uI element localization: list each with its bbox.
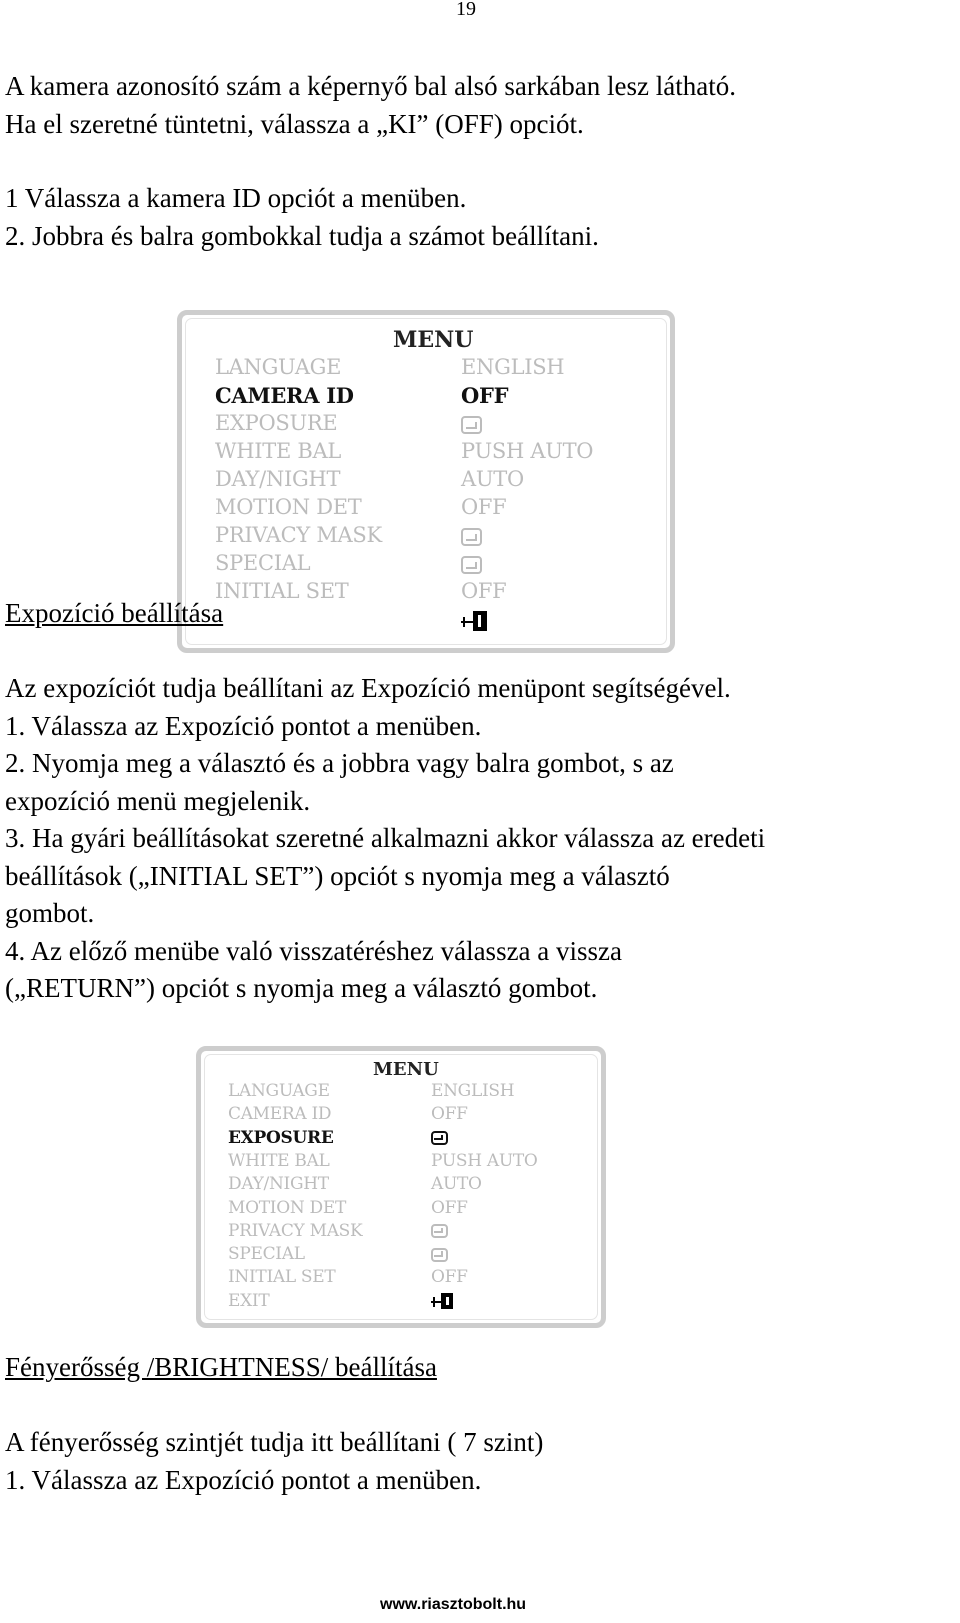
menu-item-value: AUTO [431, 1174, 482, 1195]
menu-row [182, 495, 670, 523]
menu-row [182, 467, 670, 495]
exposure-line: beállítások („INITIAL SET”) opciót s nyomja meg a választó [5, 860, 670, 891]
menu-item-value: OFF [461, 383, 509, 408]
menu-item-label: INITIAL SET [228, 1267, 336, 1288]
menu-item-value: PUSH AUTO [431, 1150, 538, 1171]
menu-row [182, 551, 670, 579]
menu-item-value [461, 411, 482, 435]
menu-title: MENU [373, 1059, 439, 1080]
menu-item-value: OFF [461, 579, 507, 603]
menu-row [201, 1221, 601, 1244]
menu-row [201, 1198, 601, 1221]
menu-row [182, 607, 670, 635]
menu-item-label: MOTION DET [228, 1197, 346, 1218]
menu-item-label: CAMERA ID [228, 1104, 332, 1125]
step-line: 2. Jobbra és balra gombokkal tudja a számot beállítani. [5, 220, 599, 251]
menu-item-label: WHITE BAL [228, 1150, 330, 1171]
menu-item-label: EXPOSURE [215, 411, 338, 435]
brightness-line: A fényerősség szintjét tudja itt beállítani ( 7 szint) [5, 1427, 544, 1457]
exposure-line: 1. Válassza az Expozíció pontot a menüben. [5, 710, 482, 741]
menu-item-label: INITIAL SET [215, 579, 349, 603]
exposure-paragraph [5, 670, 765, 1008]
menu-item-value [461, 523, 482, 547]
menu-row [201, 1081, 601, 1104]
menu-row [182, 439, 670, 467]
enter-icon [431, 1131, 448, 1145]
exposure-menu-screenshot [196, 1046, 606, 1328]
enter-icon [431, 1224, 448, 1238]
menu-row [201, 1244, 601, 1267]
menu-item-label: DAY/NIGHT [228, 1174, 329, 1195]
exit-icon [431, 1293, 453, 1309]
menu-item-label: SPECIAL [228, 1244, 305, 1265]
menu-item-label: DAY/NIGHT [215, 467, 341, 491]
exposure-line: 4. Az előző menübe való visszatéréshez válassza a vissza [5, 935, 623, 966]
menu-row [201, 1174, 601, 1197]
menu-item-value: AUTO [461, 467, 524, 491]
brightness-line: 1. Válassza az Expozíció pontot a menüben. [5, 1464, 482, 1495]
step-line: 1 Válassza a kamera ID opciót a menüben. [5, 183, 467, 213]
menu-item-label: LANGUAGE [215, 355, 342, 379]
camera-id-menu-screenshot [177, 310, 675, 653]
brightness-heading: Fényerősség /BRIGHTNESS/ beállítása [5, 1352, 437, 1382]
menu-item-value: PUSH AUTO [461, 439, 594, 463]
menu-item-value [461, 551, 482, 575]
menu-row [201, 1104, 601, 1127]
menu-item-value [431, 1128, 448, 1148]
menu-row [182, 355, 670, 383]
menu-row [182, 579, 670, 607]
menu-item-label: WHITE BAL [215, 439, 342, 463]
menu-item-label: EXPOSURE [228, 1127, 334, 1148]
menu-row [182, 523, 670, 551]
menu-item-label: EXIT [228, 1290, 270, 1311]
camera-id-steps [5, 180, 599, 255]
menu-row [182, 383, 670, 411]
menu-item-value [431, 1221, 448, 1241]
exposure-line: 3. Ha gyári beállításokat szeretné alkalmazni akkor válassza az eredeti [5, 823, 766, 853]
exposure-line: Az expozíciót tudja beállítani az Expozíció menüpont segítségével. [5, 673, 731, 703]
enter-icon [461, 528, 482, 546]
intro-paragraph [5, 68, 736, 143]
menu-item-label: CAMERA ID [215, 383, 354, 408]
menu-row [201, 1151, 601, 1174]
menu-title: MENU [393, 327, 474, 353]
enter-icon [431, 1248, 448, 1262]
enter-icon [461, 556, 482, 574]
menu-item-value: OFF [461, 495, 507, 519]
exposure-line: expozíció menü megjelenik. [5, 785, 311, 816]
enter-icon [461, 416, 482, 434]
footer-url: www.riasztobolt.hu [380, 1596, 527, 1613]
menu-row [182, 411, 670, 439]
exposure-heading: Expozíció beállítása [5, 598, 224, 628]
menu-item-value: OFF [431, 1104, 468, 1125]
menu-item-label: MOTION DET [215, 495, 362, 519]
menu-item-value: OFF [431, 1267, 468, 1288]
intro-line: A kamera azonosító szám a képernyő bal alsó sarkában lesz látható. [5, 71, 736, 101]
menu-item-value: OFF [431, 1197, 468, 1218]
menu-item-value [461, 607, 487, 631]
menu-item-label: SPECIAL [215, 551, 311, 575]
exposure-line: 2. Nyomja meg a választó és a jobbra vagy balra gombot, s az [5, 748, 674, 778]
page-number: 19 [456, 0, 476, 20]
menu-item-label: PRIVACY MASK [215, 523, 382, 547]
intro-line: Ha el szeretné tüntetni, válassza a „KI” (OFF) opciót. [5, 108, 584, 139]
menu-item-value [431, 1291, 453, 1311]
menu-item-label: PRIVACY MASK [228, 1220, 363, 1241]
menu-item-label: LANGUAGE [228, 1081, 330, 1101]
menu-row [201, 1267, 601, 1290]
menu-item-value: ENGLISH [461, 355, 565, 379]
menu-item-value [431, 1244, 448, 1264]
menu-item-value: ENGLISH [431, 1081, 515, 1101]
exit-icon [461, 611, 487, 631]
exposure-line: gombot. [5, 898, 95, 928]
exposure-line: („RETURN”) opciót s nyomja meg a választó gombot. [5, 973, 598, 1003]
menu-row [201, 1291, 601, 1314]
menu-row [201, 1128, 601, 1151]
brightness-paragraph [5, 1424, 543, 1499]
